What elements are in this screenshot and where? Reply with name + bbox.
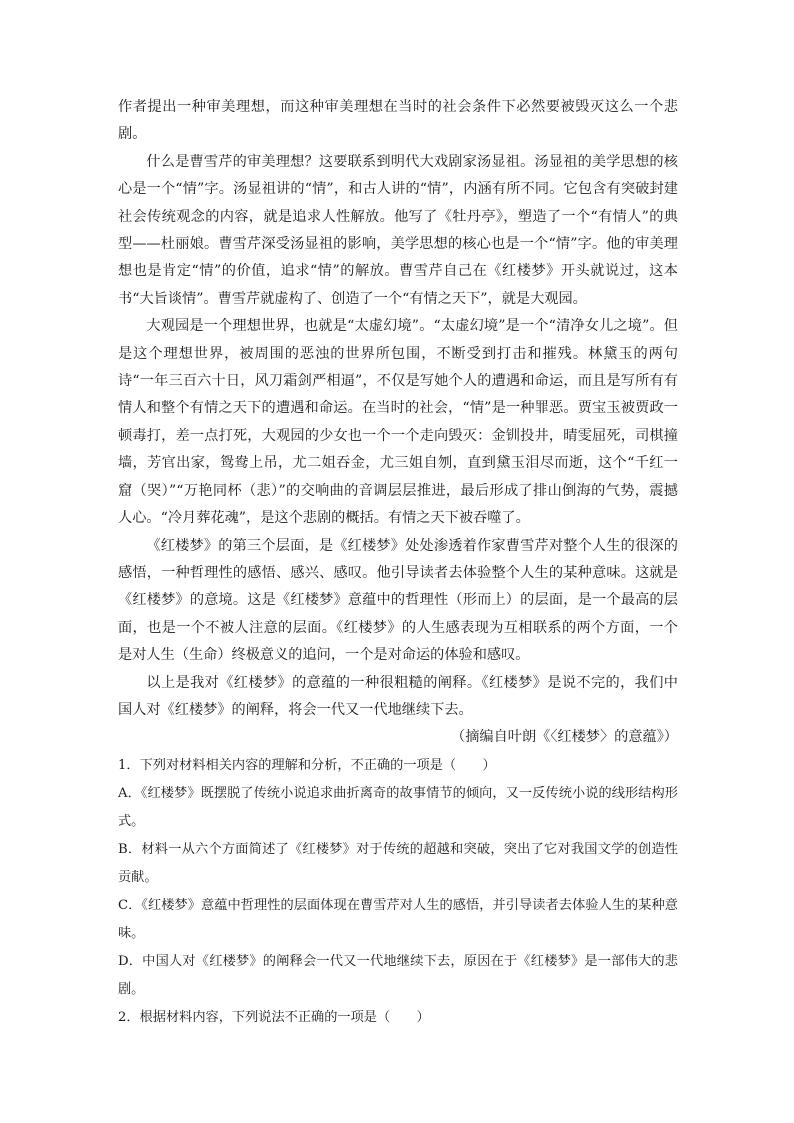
paragraph-3: 大观园是一个理想世界，也就是“太虚幻境”。“太虚幻境”是一个“清净女儿之境”。但是这个理想世界，被周围的恶浊的世界所包围，不断受到打击和摧残。林黛玉的两句诗“一年三百六十日，风刀霜剑严相逼”，不仅是写她个人的遭遇和命运，而且是写所有有情人和整个有情之天下的遭遇和命运。在当时的社会，“情”是一种罪恶。贾宝玉被贾政一顿毒打，差一点打死，大观园的少女也一个一个走向毁灭：金钏投井，晴雯屈死，司棋撞墙，芳官出家，鸳鸯上吊，尤二姐吞金，尤三姐自刎，直到黛玉泪尽而逝，这个“千红一窟（哭）”“万艳同杯（悲）”的交响曲的音调层层推进，最后形成了排山倒海的气势，震撼人心。“冷月葬花魂”，是这个悲剧的概括。有情之天下被吞噬了。 [118, 318, 678, 527]
question-1-option-d: D．中国人对《红楼梦》的阐释会一代又一代地继续下去，原因在于《红楼梦》是一部伟大的悲剧。 [118, 953, 678, 997]
question-2 [118, 1004, 678, 1032]
question-1-stem: 1．下列对材料相关内容的理解和分析，不正确的一项是（ ） [118, 757, 496, 773]
paragraph-5: 以上是我对《红楼梦》的意蕴的一种很粗糙的阐释。《红楼梦》是说不完的，我们中国人对《红楼梦》的阐释，将会一代又一代地继续下去。 [118, 674, 678, 718]
paragraph-1: 作者提出一种审美理想，而这种审美理想在当时的社会条件下必然要被毁灭这么一个悲剧。 [118, 99, 678, 143]
question-1 [118, 752, 678, 1004]
source-citation: （摘编自叶朗《〈红楼梦〉的意蕴》） [451, 729, 678, 746]
paragraph-2: 什么是曹雪芹的审美理想？这要联系到明代大戏剧家汤显祖。汤显祖的美学思想的核心是一个“情”字。汤显祖讲的“情”，和古人讲的“情”，内涵有所不同。它包含有突破封建社会传统观念的内容，就是追求人性解放。他写了《牡丹亭》，塑造了一个“有情人”的典型——杜丽娘。曹雪芹深受汤显祖的影响，美学思想的核心也是一个“情”字。他的审美理想也是肯定“情”的价值，追求“情”的解放。曹雪芹自己在《红楼梦》开头就说过，这本书“大旨谈情”。曹雪芹就虚构了、创造了一个“有情之天下”，就是大观园。 [118, 153, 678, 307]
question-1-option-c: C．《红楼梦》意蕴中哲理性的层面体现在曹雪芹对人生的感悟，并引导读者去体验人生的某种意味。 [118, 897, 678, 941]
question-1-option-a: A．《红楼梦》既摆脱了传统小说追求曲折离奇的故事情节的倾向，又一反传统小说的线形结构形式。 [118, 785, 678, 829]
paragraph-4: 《红楼梦》的第三个层面，是《红楼梦》处处渗透着作家曹雪芹对整个人生的很深的感悟，一种哲理性的感悟、感兴、感叹。他引导读者去体验整个人生的某种意味。这就是《红楼梦》的意境。这是《红楼梦》意蕴中的哲理性（形而上）的层面，是一个最高的层面，也是一个不被人注意的层面。《红楼梦》的人生感表现为互相联系的两个方面，一个是对人生（生命）终极意义的追问，一个是对命运的体验和感叹。 [118, 537, 678, 664]
question-2-stem: 2．根据材料内容，下列说法不正确的一项是（ ） [118, 1009, 430, 1025]
question-1-option-b: B．材料一从六个方面简述了《红楼梦》对于传统的超越和突破，突出了它对我国文学的创造性贡献。 [118, 841, 678, 885]
article-body [118, 94, 678, 1032]
